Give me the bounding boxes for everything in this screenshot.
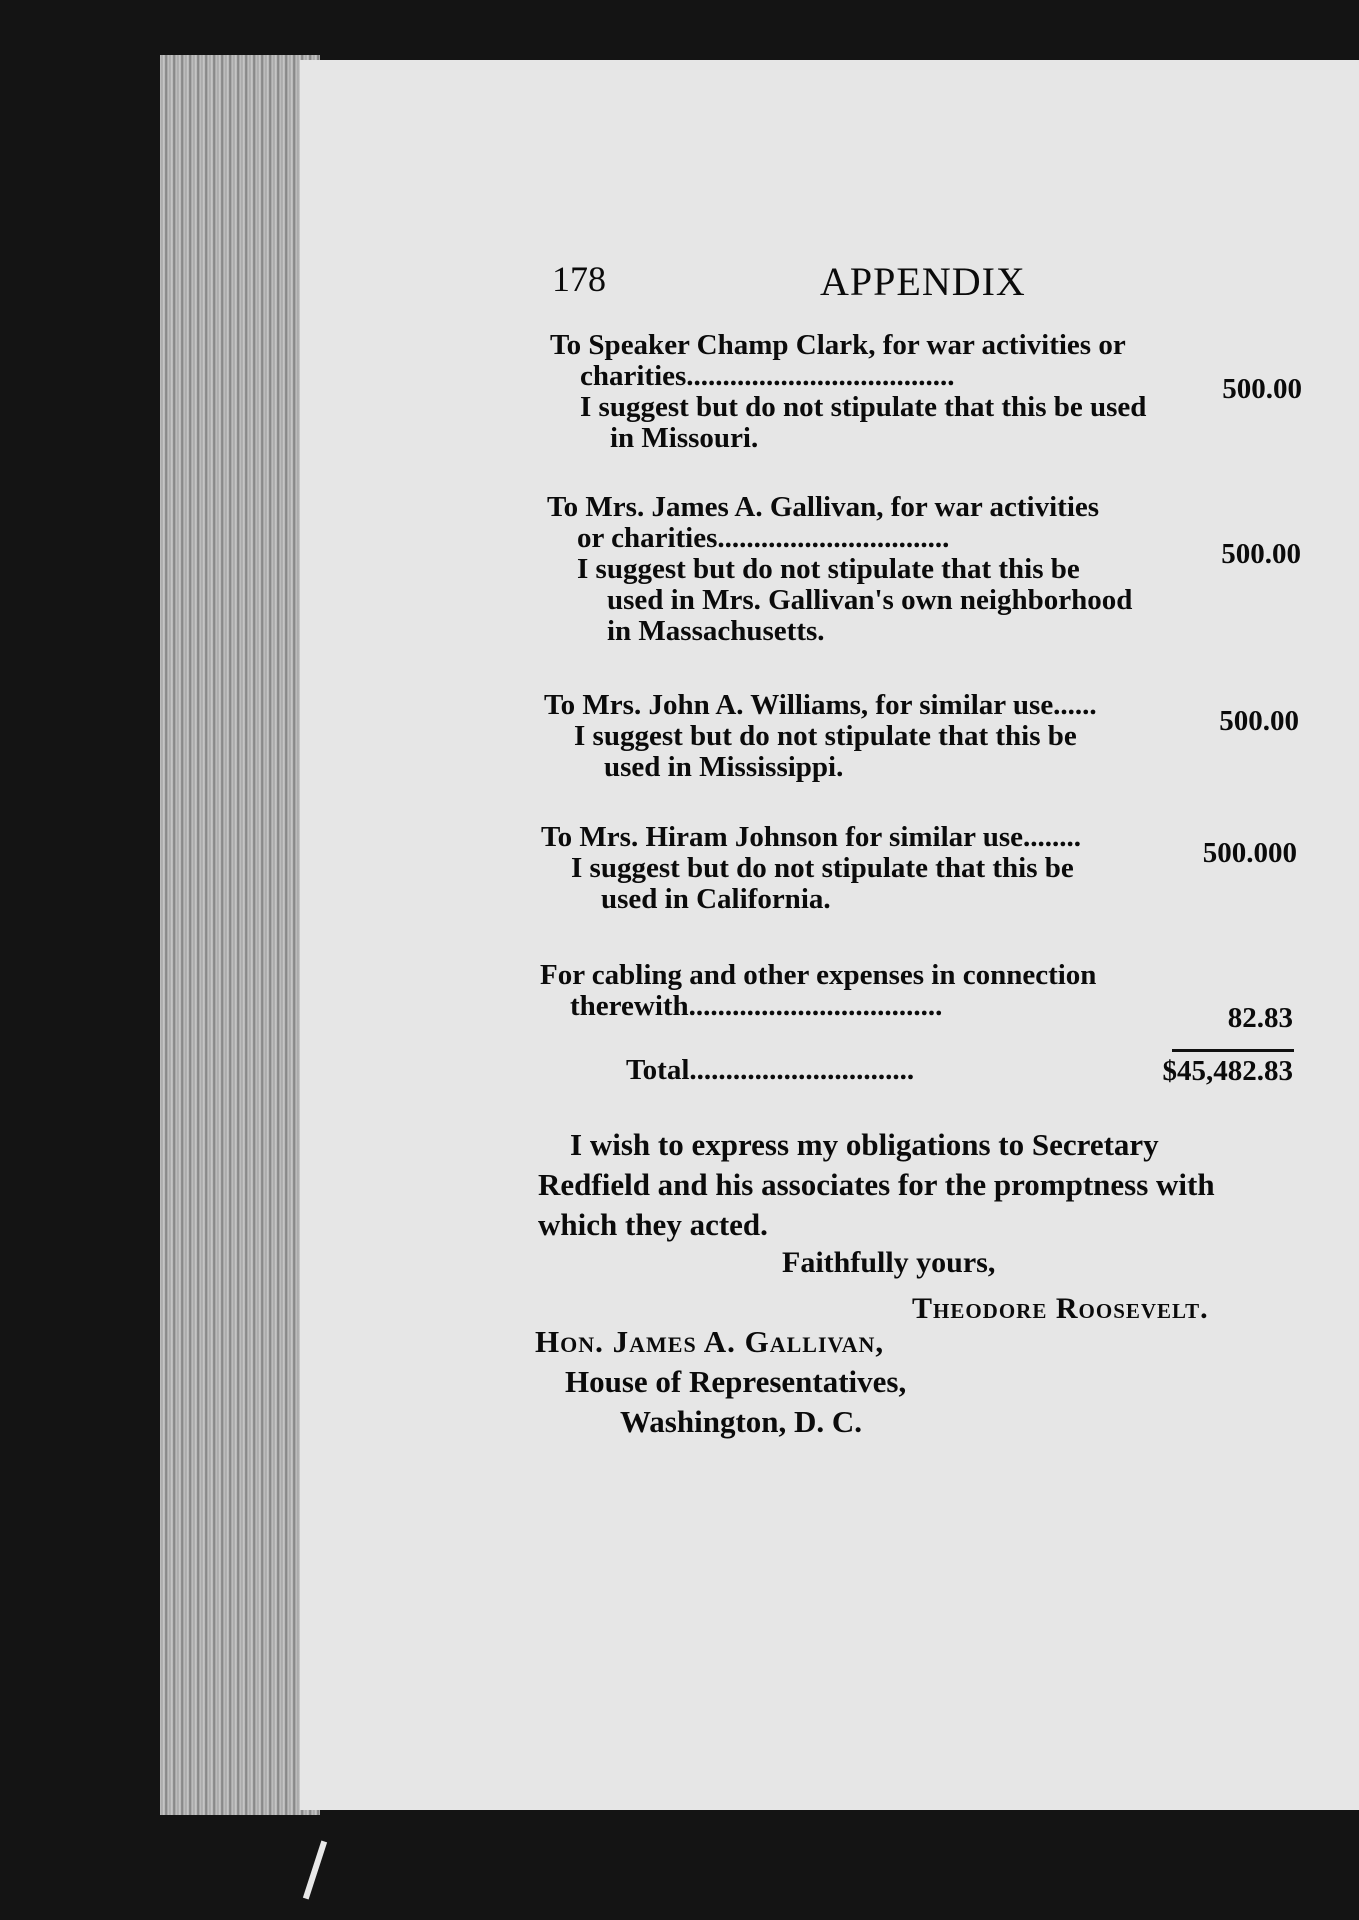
entry-line: To Mrs. James A. Gallivan, for war activities <box>547 491 1100 523</box>
entry-mrs-johnson <box>541 822 1081 915</box>
closing-line: Redfield and his associates for the promptness with <box>538 1167 1215 1202</box>
entry-line: or charities................................ <box>577 522 950 554</box>
entry-line: To Speaker Champ Clark, for war activities or <box>550 329 1126 361</box>
entry-amount: 82.83 <box>1227 1002 1293 1034</box>
address-line-2: House of Representatives, <box>565 1364 907 1399</box>
signature-name: Theodore Roosevelt. <box>912 1292 1209 1325</box>
entry-mrs-williams <box>544 690 1097 783</box>
closing-line: I wish to express my obligations to Secretary <box>570 1127 1159 1162</box>
entry-note: used in Mrs. Gallivan's own neighborhood <box>607 584 1133 616</box>
closing-paragraph <box>538 1125 1290 1245</box>
entry-note: used in Mississippi. <box>604 751 844 783</box>
total-label: Total............................... <box>626 1054 915 1086</box>
entry-note: I suggest but do not stipulate that this be used <box>580 391 1147 423</box>
total-rule <box>1172 1049 1294 1052</box>
entry-line: To Mrs. Hiram Johnson for similar use........ <box>541 821 1082 853</box>
entry-line: To Mrs. John A. Williams, for similar use...... <box>544 689 1097 721</box>
page-title: APPENDIX <box>820 259 1026 304</box>
address-line-3: Washington, D. C. <box>620 1404 863 1439</box>
entry-line: charities..................................... <box>580 360 955 392</box>
entry-line: therewith................................... <box>570 990 943 1022</box>
entry-note: in Missouri. <box>610 422 759 454</box>
entry-line: For cabling and other expenses in connection <box>540 959 1097 991</box>
entry-amount: 500.000 <box>1202 837 1297 869</box>
entry-amount: 500.00 <box>1219 705 1299 737</box>
entry-note: in Massachusetts. <box>607 615 825 647</box>
address-line-1: Hon. James A. Gallivan, <box>535 1324 885 1359</box>
entry-amount: 500.00 <box>1221 538 1301 570</box>
entry-speaker-clark <box>550 330 1146 454</box>
total-amount: $45,482.83 <box>1162 1055 1293 1087</box>
entry-mrs-gallivan <box>547 492 1132 647</box>
closing-line: which they acted. <box>538 1207 768 1242</box>
entry-note: I suggest but do not stipulate that this be <box>574 720 1077 752</box>
entry-note: I suggest but do not stipulate that this be <box>577 553 1080 585</box>
entry-amount: 500.00 <box>1222 373 1302 405</box>
entry-note: used in California. <box>601 883 831 915</box>
entry-cabling <box>540 960 1096 1022</box>
valediction: Faithfully yours, <box>782 1246 996 1279</box>
entry-note: I suggest but do not stipulate that this be <box>571 852 1074 884</box>
page-number: 178 <box>552 259 606 299</box>
